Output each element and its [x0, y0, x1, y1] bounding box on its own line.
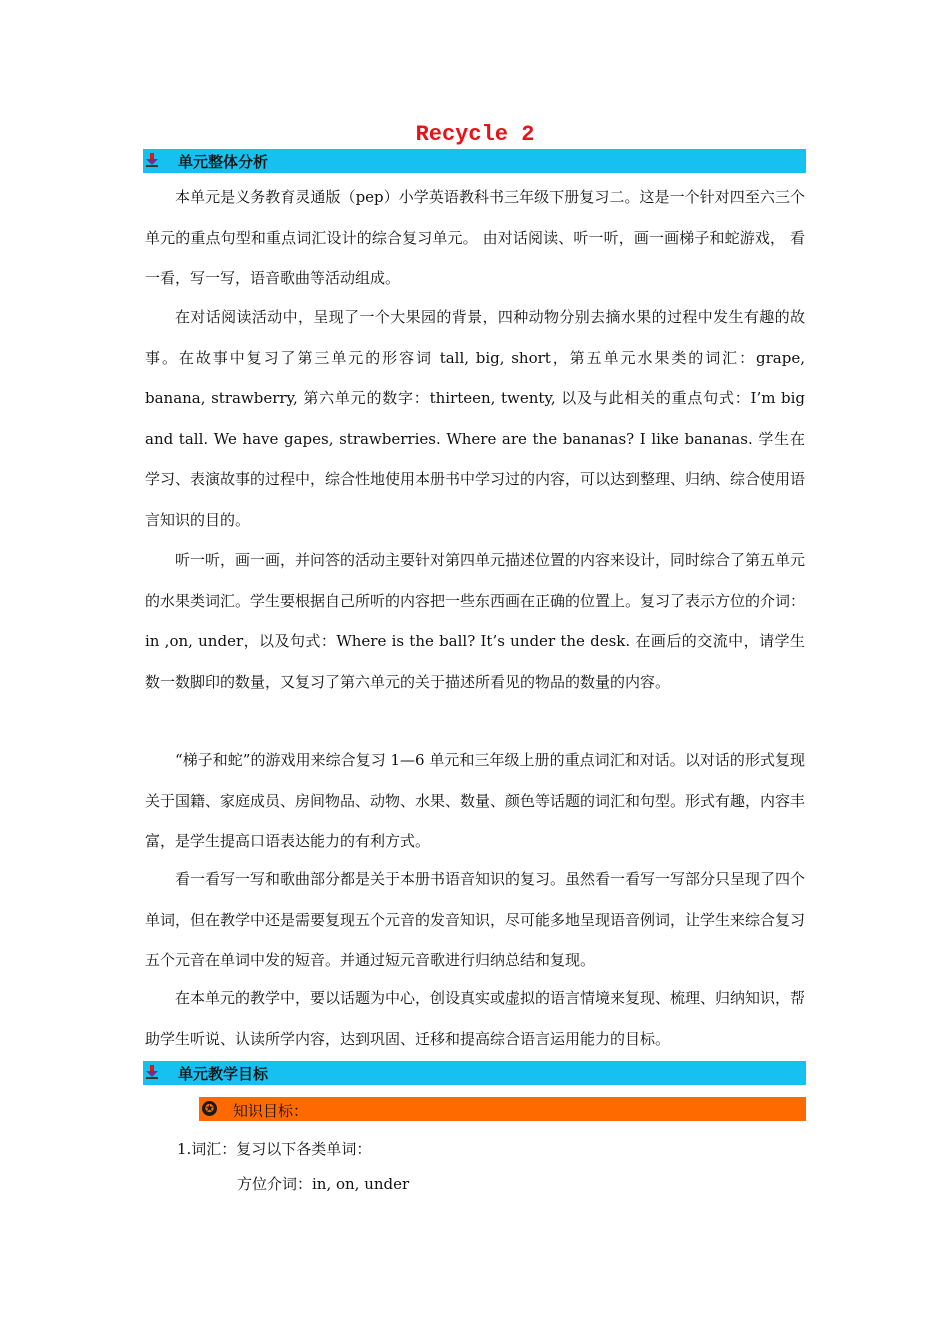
paragraph-intro: 本单元是义务教育灵通版（pep）小学英语教科书三年级下册复习二。这是一个针对四至六三个单元的重点句型和重点词汇设计的综合复习单元。 由对话阅读、听一听，画一画梯子和蛇游戏， 看一看，写一写，语音歌曲等活动组成。 [145, 188, 805, 287]
section-bar-objectives [143, 1061, 806, 1085]
paragraph-dialogue: 在对话阅读活动中，呈现了一个大果园的背景，四种动物分别去摘水果的过程中发生有趣的故事。在故事中复习了第三单元的形容词 tall, big, short，第五单元水果类的词汇：grape, banana, strawberry, 第六单元的数字：thirteen, twenty, 以及与此相关的重点句式：I’m big and tall. We have gapes, strawberries. Where are the bananas? I like bananas. 学生在学习、表演故事的过程中，综合性地使用本册书中学习过的内容，可以达到整理、归纳、综合使用语言知识的目的。 [145, 308, 806, 529]
section-title: 单元整体分析 [178, 153, 269, 171]
page-title: Recycle 2 [415, 122, 535, 147]
prepositions-item: 方位介词：in, on, under [237, 1175, 410, 1193]
section-title: 单元教学目标 [178, 1065, 269, 1083]
arrow-down-icon [146, 153, 158, 167]
star-badge-icon: ✪ [202, 1101, 217, 1116]
arrow-down-icon [146, 1065, 158, 1079]
section-bar-analysis [143, 149, 806, 173]
subsection-title: 知识目标： [233, 1102, 309, 1120]
paragraph-phonics: 看一看写一写和歌曲部分都是关于本册书语音知识的复习。虽然看一看写一写部分只呈现了四个单词，但在教学中还是需要复现五个元音的发音知识，尽可能多地呈现语音例词，让学生来综合复习五个元音在单词中发的短音。并通过短元音歌进行归纳总结和复现。 [145, 870, 806, 969]
paragraph-game: “梯子和蛇”的游戏用来综合复习 1—6 单元和三年级上册的重点词汇和对话。以对话的形式复现关于国籍、家庭成员、房间物品、动物、水果、数量、颜色等话题的词汇和句型。形式有趣，内容丰富，是学生提高口语表达能力的有利方式。 [145, 751, 806, 850]
paragraph-listen-draw: 听一听，画一画，并问答的活动主要针对第四单元描述位置的内容来设计，同时综合了第五单元的水果类词汇。学生要根据自己所听的内容把一些东西画在正确的位置上。复习了表示方位的介词：in ,on, under，以及句式：Where is the ball? It’s under the desk. 在画后的交流中，请学生数一数脚印的数量，又复习了第六单元的关于描述所看见的物品的数量的内容。 [145, 551, 806, 691]
subsection-bar-knowledge [199, 1097, 806, 1121]
vocab-item: 1.词汇：复习以下各类单词： [177, 1140, 372, 1158]
paragraph-teaching: 在本单元的教学中，要以话题为中心，创设真实或虚拟的语言情境来复现、梳理、归纳知识，帮助学生听说、认读所学内容，达到巩固、迁移和提高综合语言运用能力的目标。 [145, 989, 806, 1048]
